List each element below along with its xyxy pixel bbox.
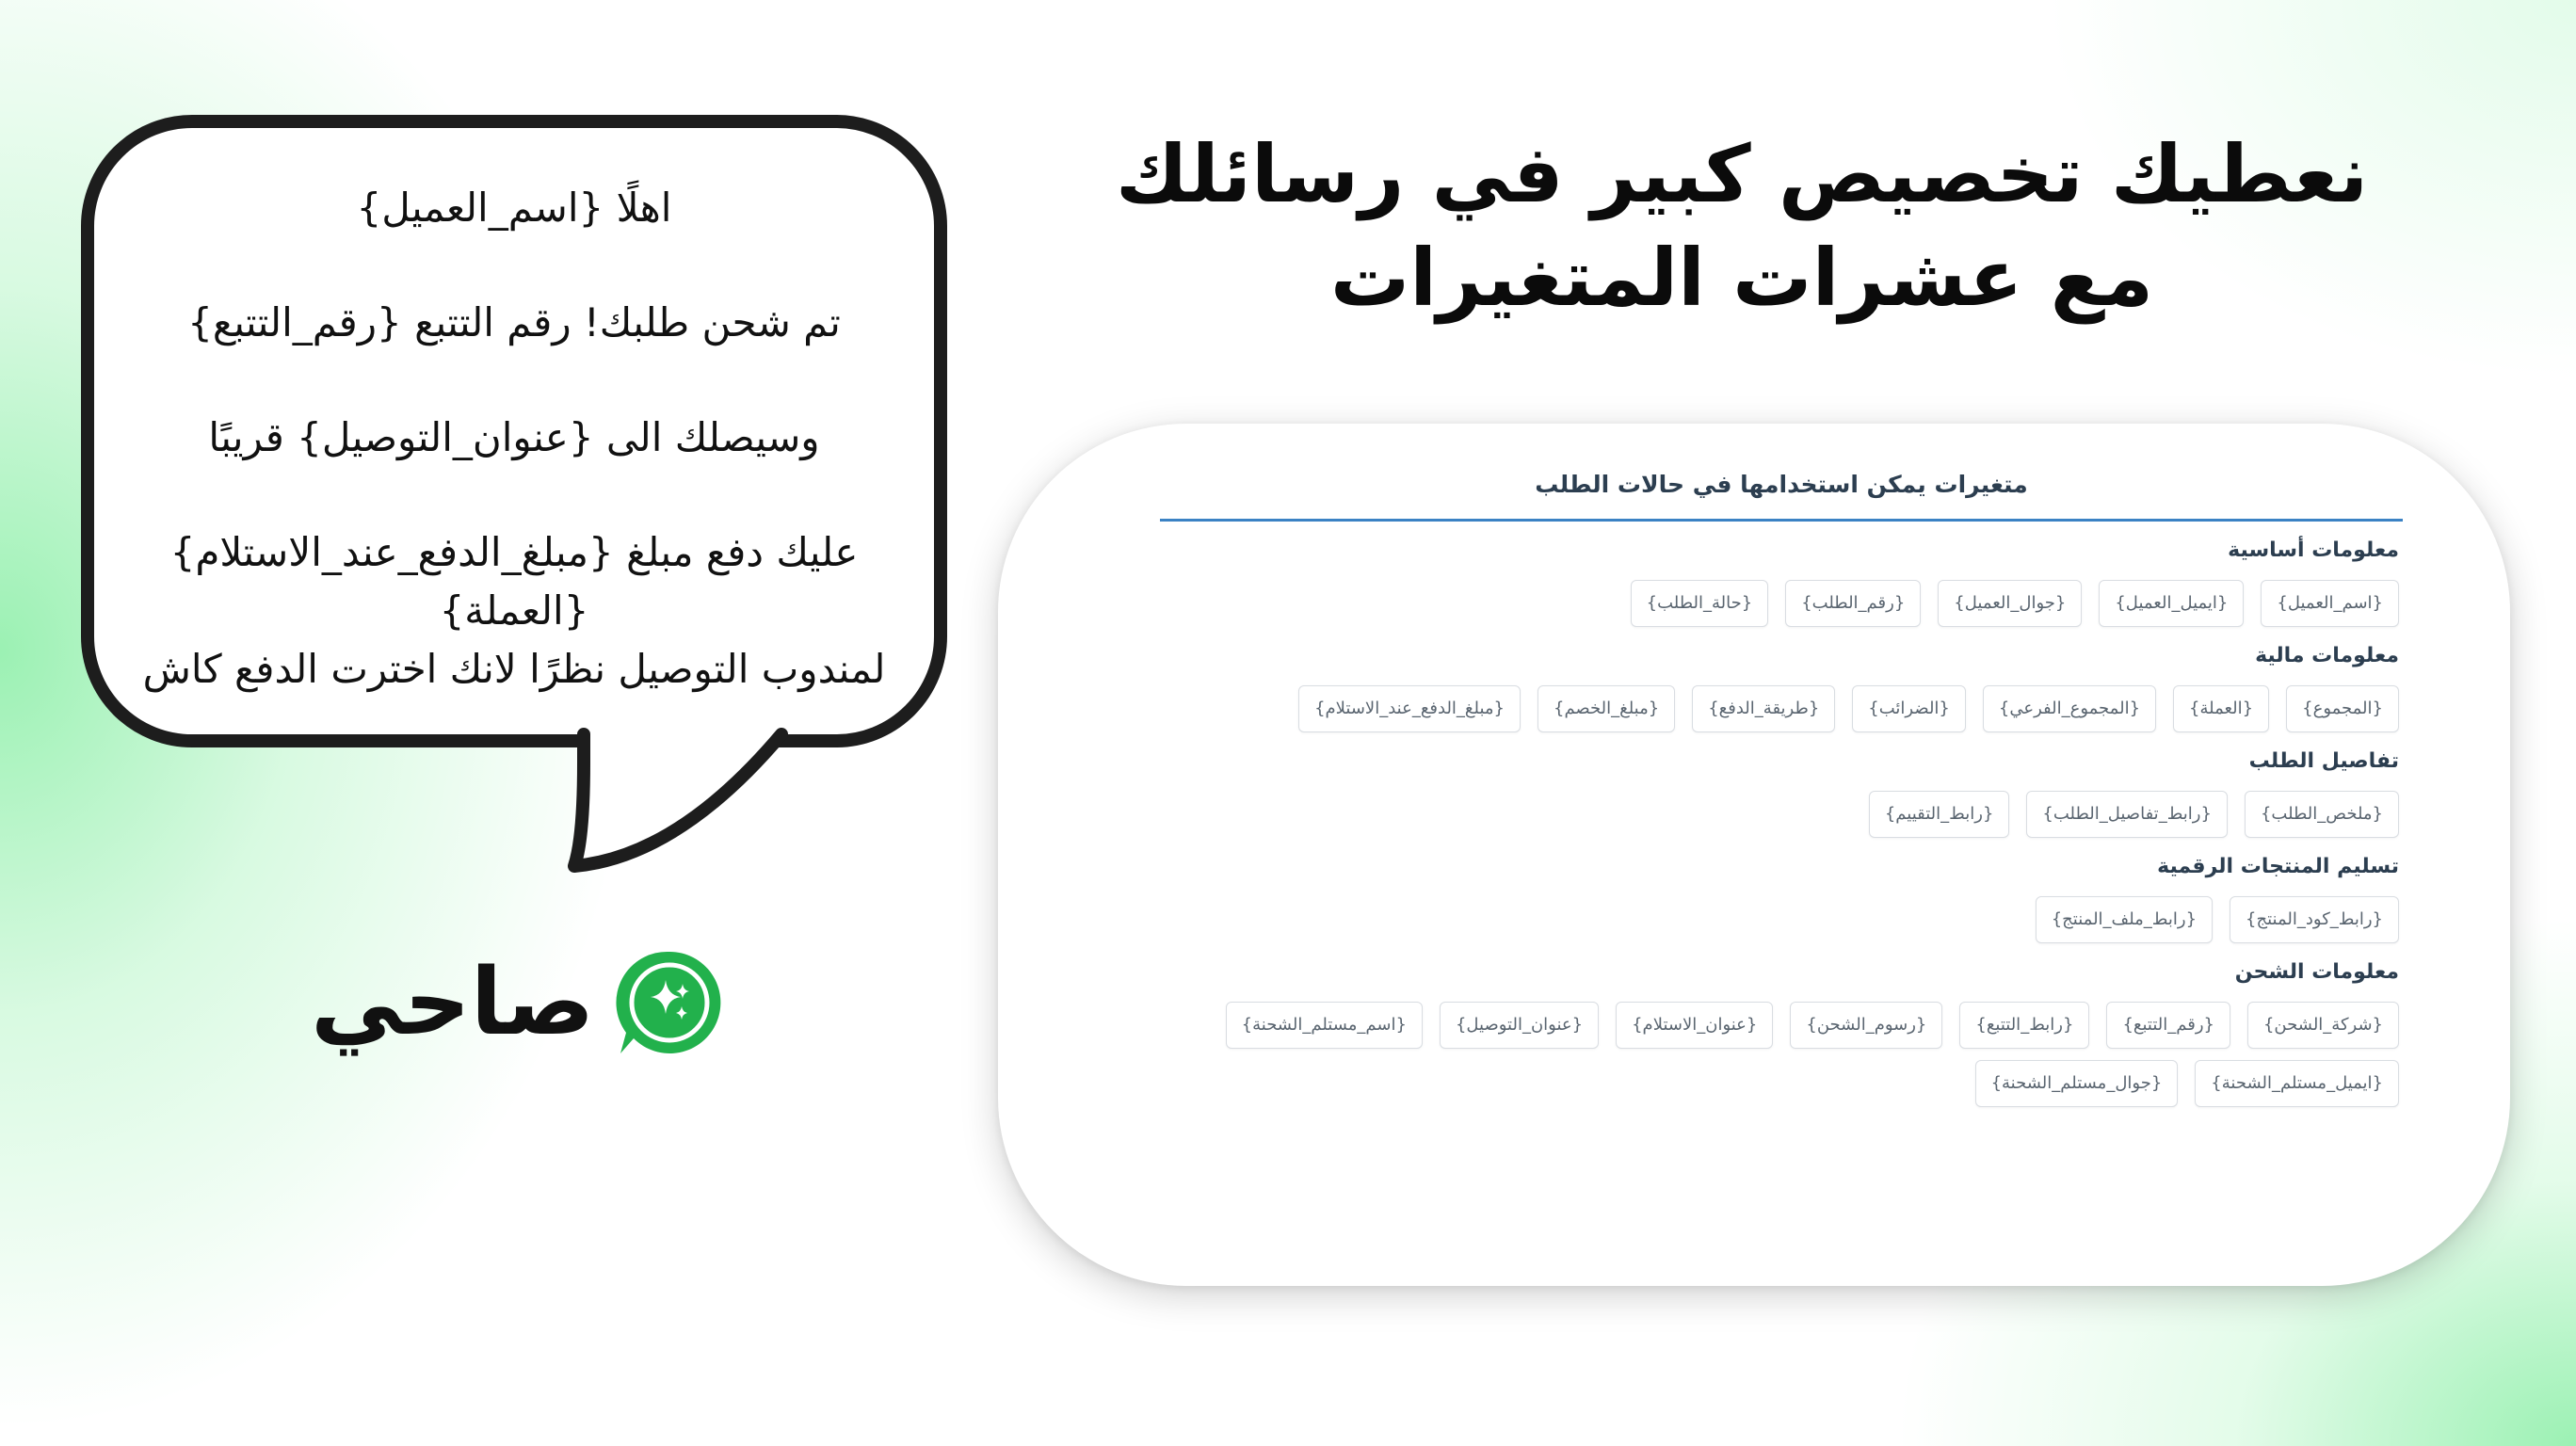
variable-tag[interactable]: {رقم_الطلب} [1785,580,1921,627]
variable-tag[interactable]: {مبلغ_الخصم} [1538,685,1675,732]
headline-line-1: نعطيك تخصيص كبير في رسائلك [1115,128,2369,220]
variable-tag-list [1160,883,2403,943]
variable-tag[interactable]: {عنوان_التوصيل} [1440,1002,1599,1049]
variable-tag[interactable]: {شركة_الشحن} [2247,1002,2399,1049]
section-title: معلومات الشحن [2234,960,2399,984]
message-payment-line-2: لمندوب التوصيل نظرًا لانك اخترت الدفع كاش [142,646,886,692]
variable-tag[interactable]: {ايميل_مستلم_الشحنة} [2195,1060,2399,1107]
variable-tag[interactable]: {مبلغ_الدفع_عند_الاستلام} [1298,685,1521,732]
variables-section [1160,851,2403,943]
variable-tag[interactable]: {جوال_العميل} [1938,580,2082,627]
variables-section [1160,535,2403,627]
message-preview [90,179,938,699]
variable-tag-list [1160,778,2403,838]
section-title: تسليم المنتجات الرقمية [2157,855,2399,878]
headline [1111,122,2373,329]
variables-card-title: متغيرات يمكن استخدامها في حالات الطلب [1160,452,2403,522]
message-payment-line-1: عليك دفع مبلغ {مبلغ_الدفع_عند_الاستلام} {العملة} [169,529,859,634]
variables-panel [1160,452,2403,1107]
variable-tag[interactable]: {طريقة_الدفع} [1692,685,1835,732]
variable-tag[interactable]: {اسم_العميل} [2261,580,2399,627]
variables-section [1160,746,2403,838]
headline-line-2: مع عشرات المتغيرات [1329,232,2154,324]
message-payment [90,523,938,699]
variable-tag[interactable]: {رابط_تفاصيل_الطلب} [2026,791,2228,838]
message-arrival: وسيصلك الى {عنوان_التوصيل} قريبًا [208,414,820,460]
variable-tag[interactable]: {اسم_مستلم_الشحنة} [1226,1002,1423,1049]
variable-tag-list [1160,567,2403,627]
variable-tag-list [1160,672,2403,732]
section-title: معلومات أساسية [2228,538,2399,562]
message-greeting: اهلًا {اسم_العميل} [356,185,672,231]
variable-tag[interactable]: {رابط_التتبع} [1959,1002,2089,1049]
variable-tag[interactable]: {حالة_الطلب} [1631,580,1769,627]
variable-tag[interactable]: {رابط_ملف_المنتج} [2036,896,2213,943]
variables-section [1160,640,2403,732]
section-title: تفاصيل الطلب [2248,749,2399,773]
variable-tag[interactable]: {المجموع} [2286,685,2399,732]
variable-tag[interactable]: {جوال_مستلم_الشحنة} [1975,1060,2179,1107]
variables-sections [1160,535,2403,1107]
variable-tag[interactable]: {رقم_التتبع} [2106,1002,2230,1049]
variable-tag[interactable]: {رسوم_الشحن} [1790,1002,1942,1049]
speech-bubble-tail [546,725,810,885]
message-shipped: تم شحن طلبك! رقم التتبع {رقم_التتبع} [187,299,841,345]
variable-tag[interactable]: {العملة} [2173,685,2269,732]
variable-tag[interactable]: {المجموع_الفرعي} [1983,685,2156,732]
section-title: معلومات مالية [2255,644,2399,667]
variable-tag[interactable]: {الضرائب} [1852,685,1966,732]
brand-logo [311,941,726,1064]
variable-tag[interactable]: {رابط_التقييم} [1869,791,2010,838]
variable-tag[interactable]: {ايميل_العميل} [2099,580,2244,627]
brand-name: صاحي [311,949,595,1056]
variable-tag[interactable]: {عنوان_الاستلام} [1616,1002,1773,1049]
variable-tag[interactable]: {ملخص_الطلب} [2245,791,2399,838]
variable-tag[interactable]: {رابط_كود_المنتج} [2230,896,2399,943]
variables-section [1160,956,2403,1107]
whatsapp-sparkle-icon [613,946,726,1059]
variables-card [998,424,2510,1286]
variable-tag-list [1160,988,2403,1107]
